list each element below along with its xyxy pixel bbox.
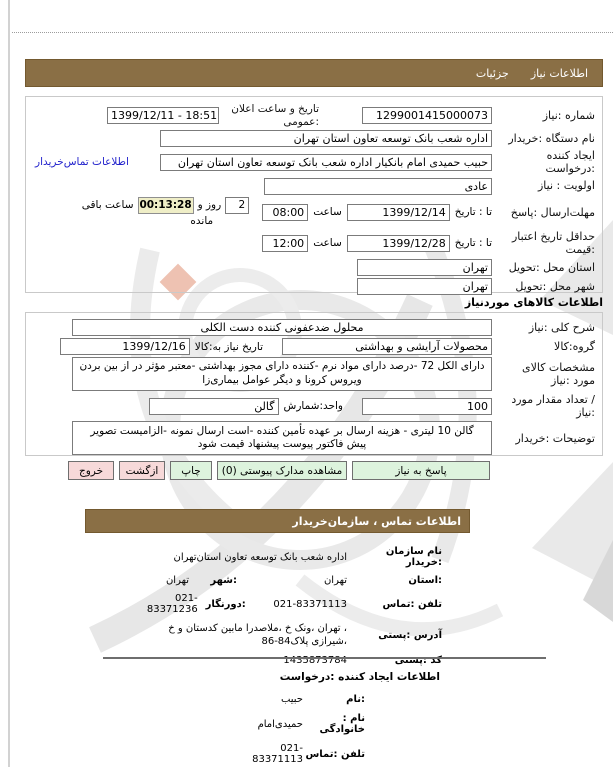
goods-need-date-field[interactable]: 1399/12/16	[60, 338, 190, 355]
price-validity-time-field[interactable]: 12:00	[262, 235, 308, 252]
delivery-city-field[interactable]: تهران	[357, 278, 492, 295]
tab-need-info[interactable]: اطلاعات نیاز	[530, 66, 588, 80]
org-name-label: نام سازمان :خریدار	[385, 546, 442, 568]
org-city-value: تهران	[165, 575, 189, 586]
goods-spec-row	[33, 357, 595, 391]
need-number-row	[33, 103, 595, 128]
requester-name-label: :نام	[346, 694, 365, 705]
buyer-notes-label: توضیحات :خریدار	[515, 431, 595, 445]
org-city-label: :شهر	[210, 575, 237, 586]
buyer-org-section-title: اطلاعات تماس ، سازمان‌خریدار	[292, 514, 461, 528]
goods-spec-label: مشخصات کالای مورد :نیاز	[521, 360, 595, 387]
countdown-timer: 00:13:28	[138, 197, 194, 214]
buyer-device-label: نام دستگاه :خریدار	[508, 132, 595, 146]
reply-deadline-time-field[interactable]: 08:00	[262, 204, 308, 221]
need-info-section	[25, 96, 603, 293]
hour-label: ساعت	[313, 206, 342, 219]
requester-phone-row	[240, 743, 365, 765]
org-phone-label: تلفن :تماس	[382, 598, 442, 610]
buyer-org-contact-block	[130, 545, 442, 673]
hour-label-2: ساعت	[313, 237, 342, 250]
requester-family-row	[240, 713, 365, 735]
requester-name-value: حبیب	[280, 694, 303, 705]
org-address-row	[130, 622, 442, 648]
buyer-device-field[interactable]: اداره شعب بانک توسعه تعاون استان تهران	[160, 130, 492, 147]
until-date-label: تا : تاریخ	[454, 206, 492, 219]
goods-group-label: گروه:کالا	[554, 339, 595, 353]
requester-phone-label: تلفن :تماس	[305, 748, 365, 760]
goods-need-date-label: تاریخ نیاز به:کالا	[194, 340, 263, 353]
need-number-field[interactable]: 1299001415000073	[362, 107, 492, 124]
buyer-org-section-header	[85, 509, 470, 533]
requester-family-value: حمیدی‌امام	[257, 718, 303, 730]
days-unit-label: روز و	[197, 199, 222, 212]
org-name-value: اداره شعب بانک توسعه تعاون استان‌تهران	[173, 551, 347, 563]
page-left-border	[8, 0, 10, 767]
requester-block	[240, 693, 365, 767]
org-province-label: :استان	[408, 575, 442, 586]
tab-details[interactable]: جزئیات	[475, 66, 509, 80]
org-postal-value: 1435873784	[283, 655, 347, 666]
reply-deadline-row	[33, 197, 595, 229]
price-validity-row	[33, 230, 595, 256]
delivery-city-row	[33, 278, 595, 295]
org-province-city-row	[130, 575, 442, 586]
goods-group-field[interactable]: محصولات آرایشی و بهداشتی	[282, 338, 492, 355]
goods-qty-label: / تعداد مقدار مورد :نیاز	[511, 393, 595, 420]
reply-to-need-button[interactable]: پاسخ به نیاز	[352, 461, 490, 480]
price-validity-label: حداقل تاریخ اعتبار :قیمت	[511, 230, 595, 257]
org-fax-label: :دورنگار	[205, 598, 246, 610]
org-address-label: آدرس :پستی	[378, 629, 442, 641]
delivery-province-label: استان محل :تحویل	[508, 260, 595, 274]
exit-button[interactable]: خروج	[68, 461, 114, 480]
request-creator-field[interactable]: حبیب حمیدی امام بانکیار اداره شعب بانک توسعه تعاون استان تهران	[160, 154, 492, 171]
tab-bar	[25, 59, 603, 87]
delivery-province-row	[33, 259, 595, 276]
priority-label: اولویت : نیاز	[537, 179, 595, 193]
delivery-province-field[interactable]: تهران	[357, 259, 492, 276]
goods-desc-label: شرح کلی :نیاز	[528, 320, 595, 334]
org-province-value: تهران	[323, 575, 347, 586]
reply-deadline-date-field[interactable]: 1399/12/14	[347, 204, 450, 221]
remaining-label: مانده	[190, 214, 214, 227]
until-date-label-2: تا : تاریخ	[454, 237, 492, 250]
print-button[interactable]: چاپ	[170, 461, 212, 480]
goods-group-row	[33, 338, 595, 355]
goods-desc-row	[33, 319, 595, 336]
request-creator-label: ایجاد کننده :درخواست	[545, 149, 595, 176]
priority-field[interactable]: عادی	[264, 178, 492, 195]
announce-datetime-label: تاریخ و ساعت اعلان :عمومی	[231, 103, 319, 128]
org-phone-value: 021-83371113	[273, 598, 347, 610]
org-fax-value: 021-83371236	[146, 593, 198, 615]
org-name-row	[130, 546, 442, 568]
goods-qty-field[interactable]: 100	[362, 398, 492, 415]
price-validity-date-field[interactable]: 1399/12/28	[347, 235, 450, 252]
buyer-notes-field[interactable]: گالن 10 لیتری - هزینه ارسال بر عهده تأمین کننده -است ارسال نمونه -الزامیست تصویر پیش فاکتور پیوست پیشنهاد قیمت شود	[72, 421, 492, 455]
requester-section-title: اطلاعات ایجاد کننده :درخواست	[279, 671, 440, 683]
reply-deadline-label: مهلت‌ارسال :پاسخ	[510, 205, 595, 219]
top-dotted-divider	[12, 32, 613, 33]
buyer-contact-link[interactable]: اطلاعات تماس‌خریدار	[35, 156, 129, 169]
goods-desc-field[interactable]: محلول ضدعفونی کننده دست الکلی	[72, 319, 492, 336]
announce-datetime-field[interactable]: 1399/12/11 - 18:51	[107, 107, 219, 124]
org-address-value: ، تهران ،ونک خ ،ملاصدرا مابین کدستان و خ ،شیرازی پلاک84-86	[168, 623, 347, 647]
org-postal-label: کد :پستی	[394, 655, 442, 666]
view-attached-docs-button[interactable]: مشاهده مدارک پیوستی (0)	[217, 461, 347, 480]
back-button[interactable]: ازگشت	[119, 461, 165, 480]
action-buttons	[28, 461, 490, 480]
goods-section	[25, 312, 603, 456]
buyer-device-row	[33, 130, 595, 147]
request-creator-row	[33, 149, 595, 175]
goods-unit-label: واحد:شمارش	[283, 400, 343, 413]
goods-section-title: اطلاعات کالاهای موردنیاز	[464, 296, 603, 309]
requester-phone-value: 021-83371113	[252, 743, 303, 765]
delivery-city-label: شهر محل :تحویل	[515, 279, 595, 293]
hours-remaining-label: ساعت باقی	[81, 199, 134, 212]
need-number-label: شماره :نیاز	[542, 109, 595, 122]
requester-name-row	[240, 694, 365, 705]
requester-family-label: نام : خانوادگی	[319, 713, 365, 735]
countdown-cluster	[82, 197, 249, 229]
goods-qty-row	[33, 393, 595, 419]
buyer-notes-row	[33, 421, 595, 455]
priority-row	[33, 178, 595, 195]
goods-unit-field[interactable]: گالن	[149, 398, 279, 415]
goods-spec-field[interactable]: دارای الکل 72 -درصد دارای مواد نرم -کننده دارای مجوز بهداشتی -معتبر مؤثر در از بین بردن ویروس کرونا و دیگر عوامل بیماری‌زا	[72, 357, 492, 391]
org-phone-fax-row	[130, 593, 442, 615]
days-remaining-field: 2	[225, 197, 249, 214]
section-divider	[103, 657, 546, 659]
